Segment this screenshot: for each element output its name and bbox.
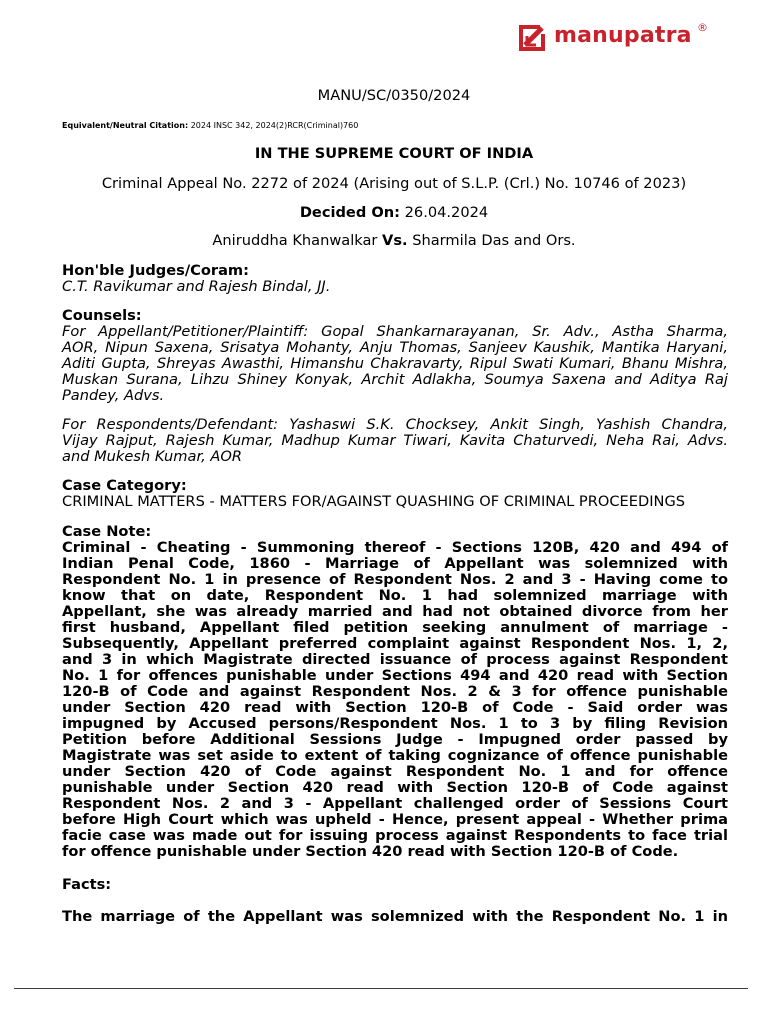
case-note-line: Respondent Nos. 2 and 3 - Appellant challenged order of Sessions Court	[62, 795, 728, 812]
judges-names: C.T. Ravikumar and Rajesh Bindal, JJ.	[62, 278, 331, 295]
case-note-section	[62, 524, 728, 860]
case-note-line: Appellant, she was already married and had not obtained divorce from her	[62, 603, 728, 620]
versus-label: Vs.	[382, 232, 408, 249]
appellant-counsel-line: For Appellant/Petitioner/Plaintiff: Gopal Shankarnarayanan, Sr. Adv., Astha Sharma,	[62, 323, 728, 340]
case-note-line: before High Court which was upheld - Hence, present appeal - Whether prima	[62, 811, 728, 828]
judges-section	[62, 263, 728, 295]
facts-label: Facts:	[62, 876, 112, 893]
case-note-line: and 3 in which Magistrate directed issuance of process against Respondent	[62, 651, 728, 668]
counsels-label: Counsels:	[62, 307, 142, 324]
appeal-number: Criminal Appeal No. 2272 of 2024 (Arising out of S.L.P. (Crl.) No. 10746 of 2023)	[101, 175, 687, 192]
case-note-line: for offence punishable under Section 420 read with Section 120-B of Code.	[62, 843, 679, 860]
manupatra-logo-text: manupatra	[554, 23, 692, 48]
case-note-line: punishable under Section 420 read with Section 120-B of Code against	[62, 779, 728, 796]
decided-on	[62, 205, 726, 221]
case-note-line: know that on date, Respondent No. 1 had solemnized marriage with	[62, 587, 728, 604]
decided-on-date: 26.04.2024	[404, 204, 489, 221]
case-note-line: under Section 420 read with Section 120-B of Code - Said order was	[62, 699, 728, 716]
appellant-name: Aniruddha Khanwalkar	[212, 232, 378, 249]
case-note-line: Respondent No. 1 in presence of Respondent Nos. 2 and 3 - Having come to	[62, 571, 728, 588]
respondent-counsel-line: and Mukesh Kumar, AOR	[62, 448, 242, 465]
case-note-line: Indian Penal Code, 1860 - Marriage of Appellant was solemnized with	[62, 555, 728, 572]
manupatra-logo-icon	[518, 24, 546, 52]
citation-id: MANU/SC/0350/2024	[317, 87, 471, 104]
court-title: IN THE SUPREME COURT OF INDIA	[254, 145, 534, 162]
equivalent-citation-label: Equivalent/Neutral Citation:	[62, 121, 189, 130]
case-category-value: CRIMINAL MATTERS - MATTERS FOR/AGAINST QUASHING OF CRIMINAL PROCEEDINGS	[62, 493, 686, 510]
equivalent-citation	[62, 121, 358, 131]
case-note-line: Subsequently, Appellant preferred complaint against Respondent Nos. 1, 2,	[62, 635, 728, 652]
case-note-line: impugned by Accused persons/Respondent Nos. 1 to 3 by filing Revision	[62, 715, 728, 732]
respondent-name: Sharmila Das and Ors.	[412, 232, 576, 249]
case-note-line: Petition before Additional Sessions Judge - Impugned order passed by	[62, 731, 728, 748]
registered-mark: ®	[697, 21, 708, 34]
case-note-line: under Section 420 of Code against Respondent No. 1 and for offence	[62, 763, 728, 780]
case-note-line: 120-B of Code and against Respondent Nos. 2 & 3 for offence punishable	[62, 683, 728, 700]
case-note-line: Magistrate was set aside to extent of taking cognizance of offence punishable	[62, 747, 728, 764]
case-note-line: Criminal - Cheating - Summoning thereof - Sections 120B, 420 and 494 of	[62, 539, 728, 556]
counsels-section	[62, 308, 728, 404]
respondent-counsel-line: For Respondents/Defendant: Yashaswi S.K. Chocksey, Ankit Singh, Yashish Chandra,	[62, 416, 728, 433]
respondent-counsels	[62, 417, 728, 465]
appellant-counsel-line: Muskan Surana, Lihzu Shiney Konyak, Archit Adlakha, Soumya Saxena and Aditya Raj	[62, 371, 728, 388]
respondent-counsel-line: Vijay Rajput, Rajesh Kumar, Madhup Kumar Tiwari, Kavita Chaturvedi, Neha Rai, Advs.	[62, 432, 728, 449]
facts-body	[62, 909, 728, 925]
case-category-section	[62, 478, 728, 510]
case-category-label: Case Category:	[62, 477, 187, 494]
facts-line: The marriage of the Appellant was solemnized with the Respondent No. 1 in	[62, 908, 728, 925]
appellant-counsel-line: AOR, Nipun Saxena, Srisatya Mohanty, Anju Thomas, Sanjeev Kaushik, Mantika Haryani,	[62, 339, 728, 356]
case-note-line: first husband, Appellant filed petition seeking annulment of marriage -	[62, 619, 728, 636]
case-note-line: No. 1 for offences punishable under Sections 494 and 420 read with Section	[62, 667, 728, 684]
appellant-counsel-line: Pandey, Advs.	[62, 387, 165, 404]
facts-section	[62, 877, 728, 893]
decided-on-label: Decided On:	[299, 204, 400, 221]
appellant-counsels	[62, 324, 728, 404]
case-note-line: facie case was made out for issuing process against Respondents to face trial	[62, 827, 728, 844]
judges-label: Hon'ble Judges/Coram:	[62, 262, 249, 279]
case-parties	[62, 233, 726, 249]
appellant-counsel-line: Aditi Gupta, Shreyas Awasthi, Himanshu Chakravarty, Ripul Swati Kumari, Bhanu Mishra,	[62, 355, 728, 372]
equivalent-citation-value: 2024 INSC 342, 2024(2)RCR(Criminal)760	[190, 121, 359, 130]
footer-divider	[14, 988, 748, 989]
case-note-label: Case Note:	[62, 523, 152, 540]
